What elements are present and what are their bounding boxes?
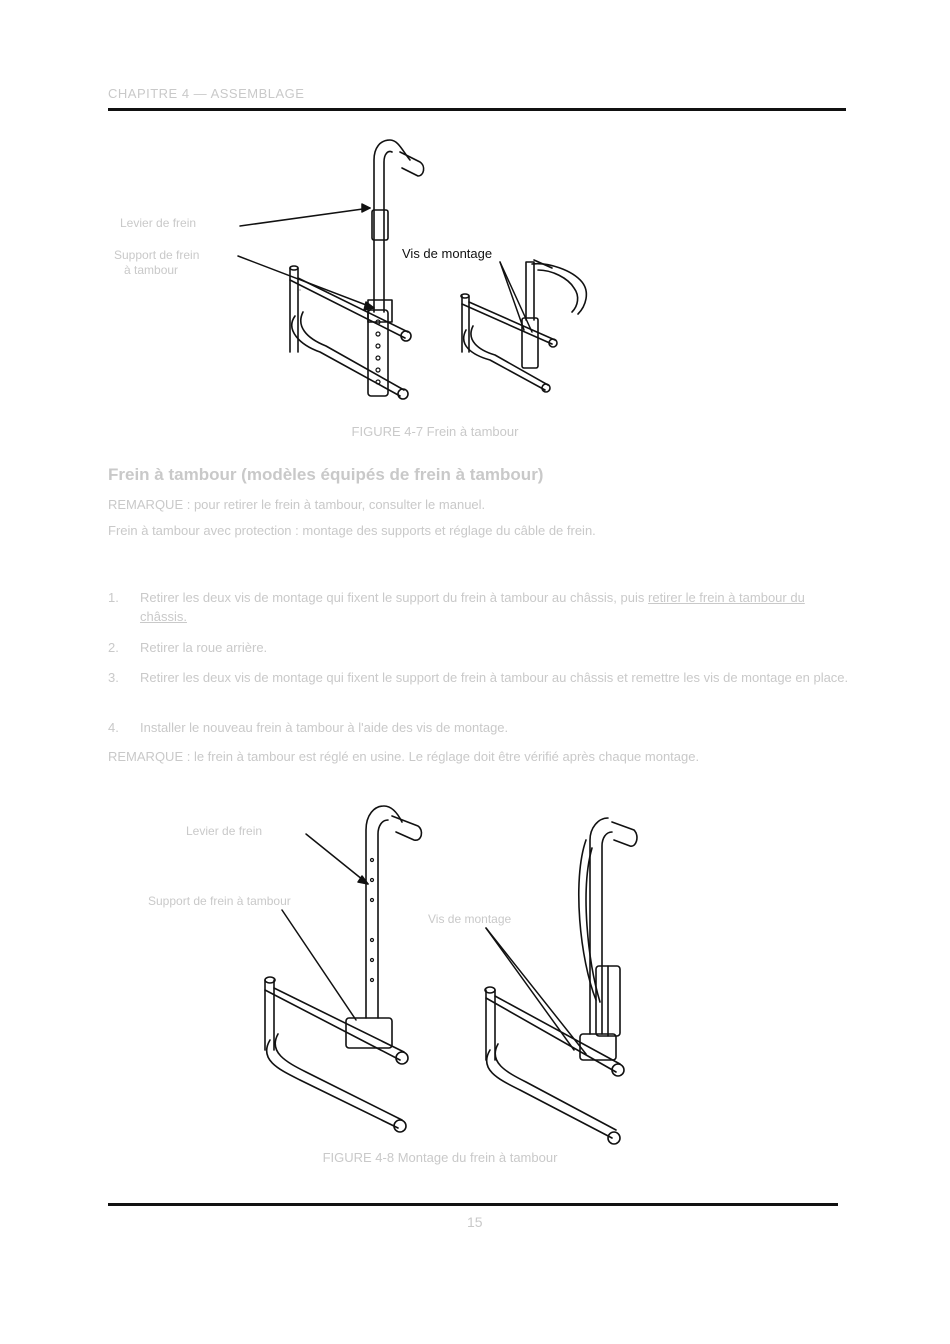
step-1: 1. Retirer les deux vis de montage qui fixent le support du frein à tambour au châssis, puis retirer le frein à tambour du châssis. — [108, 590, 805, 624]
label-support-top: Support de frein à tambour — [114, 248, 200, 277]
note-paragraph: REMARQUE : le frein à tambour est réglé en usine. Le réglage doit être vérifié après chaque montage. — [108, 749, 700, 764]
step-3: 3. Retirer les deux vis de montage qui fixent le support de frein à tambour au châssis et remettre les vis de montage en place. — [108, 670, 849, 685]
caption-bottom: FIGURE 4-8 Montage du frein à tambour — [322, 1150, 558, 1165]
bottom-right-frame — [485, 818, 637, 1144]
section-title: Frein à tambour (modèles équipés de frein à tambour) — [108, 465, 544, 484]
page-number: 15 — [467, 1214, 483, 1230]
intro-paragraph-2: Frein à tambour avec protection : montage des supports et réglage du câble de frein. — [108, 523, 596, 538]
top-leaders — [238, 204, 532, 332]
top-left-frame — [290, 140, 424, 399]
intro-paragraph-1: REMARQUE : pour retirer le frein à tambour, consulter le manuel. — [108, 497, 486, 512]
footer-rule — [108, 1203, 838, 1206]
label-brake-handle-top: Levier de frein — [120, 216, 197, 230]
page-header: CHAPITRE 4 — ASSEMBLAGE — [108, 86, 305, 101]
step-4: 4. Installer le nouveau frein à tambour à l'aide des vis de montage. — [108, 720, 509, 735]
label-mounting-screws-top: Vis de montage — [402, 246, 493, 261]
label-mounting-screws-bottom: Vis de montage — [428, 912, 512, 926]
label-support-bottom: Support de frein à tambour — [148, 894, 291, 908]
bottom-left-frame — [265, 806, 421, 1132]
top-right-frame — [461, 260, 586, 392]
caption-top: FIGURE 4-7 Frein à tambour — [351, 424, 519, 439]
label-brake-handle-bottom: Levier de frein — [186, 824, 263, 838]
step-2: 2. Retirer la roue arrière. — [108, 640, 268, 655]
